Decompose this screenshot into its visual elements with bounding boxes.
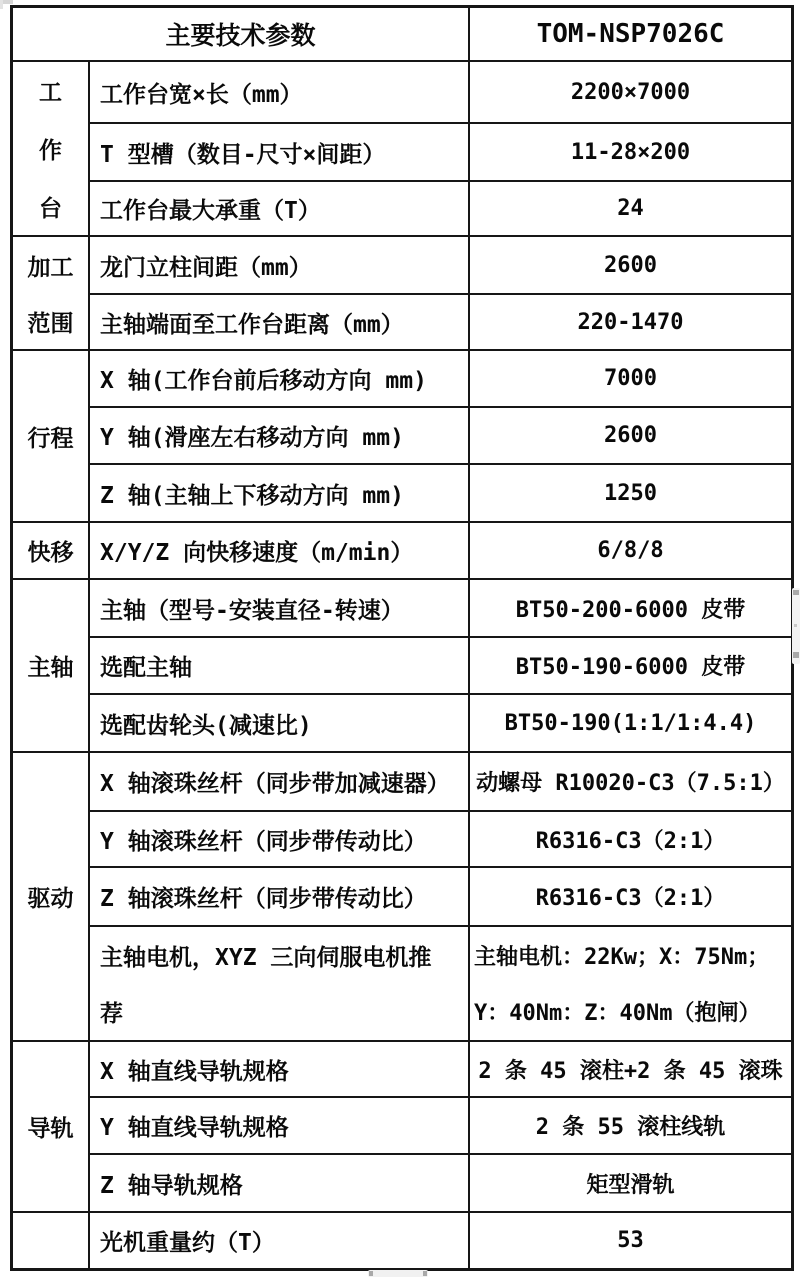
horizontal-scrollbar-tick-left[interactable] [369,1271,373,1276]
value-cell: BT50-190-6000 皮带 [470,638,791,693]
value-cell: 2600 [470,237,791,293]
param-cell: Z 轴(主轴上下移动方向 mm) [90,465,468,521]
param-cell: 选配主轴 [90,638,468,693]
value-cell: 动螺母 R10020-C3（7.5:1） [470,753,791,810]
horizontal-scrollbar-track[interactable] [368,1270,428,1277]
value-cell: 2200×7000 [470,62,791,122]
param-cell: 工作台最大承重（T） [90,182,468,235]
param-cell: 选配齿轮头(减速比) [90,695,468,751]
vertical-scrollbar-tick-top[interactable] [793,590,799,595]
value-cell: R6316-C3（2:1） [470,868,791,925]
param-cell: X 轴滚珠丝杆（同步带加减速器） [90,753,468,810]
group-label-char: 作 [39,137,62,164]
param-cell: Y 轴滚珠丝杆（同步带传动比） [90,812,468,866]
group-cell-worktable [13,62,88,235]
param-cell: Y 轴直线导轨规格 [90,1098,468,1153]
value-cell: R6316-C3（2:1） [470,812,791,866]
group-label-line: 范围 [27,310,74,337]
model-number: TOM-NSP7026C [470,8,791,60]
value-cell: 6/8/8 [470,523,791,578]
param-cell: X 轴(工作台前后移动方向 mm) [90,351,468,406]
value-cell: 53 [470,1213,791,1268]
table-title: 主要技术参数 [13,8,468,60]
value-cell-motor [470,927,791,1040]
horizontal-scrollbar-tick-right[interactable] [423,1271,427,1276]
value-line: 主轴电机：22Kw；X：75Nm； [474,944,770,970]
value-line: Y：40Nm：Z：40Nm（抱闸） [474,1001,761,1027]
param-cell: X 轴直线导轨规格 [90,1042,468,1096]
value-cell: BT50-200-6000 皮带 [470,580,791,636]
param-cell: Y 轴(滑座左右移动方向 mm) [90,408,468,463]
param-line: 荐 [100,1001,123,1028]
value-cell: 1250 [470,465,791,521]
value-cell: 2 条 45 滚柱+2 条 45 滚珠 [470,1042,791,1096]
group-cell-empty [13,1213,88,1268]
value-cell: 2 条 55 滚柱线轨 [470,1098,791,1153]
group-label-char: 台 [39,195,62,222]
param-cell: 光机重量约（T） [90,1213,468,1268]
spec-table [10,5,794,1271]
param-cell: T 型槽（数目-尺寸×间距） [90,124,468,180]
group-label-line: 加工 [27,254,74,281]
value-cell: 24 [470,182,791,235]
value-cell: 220-1470 [470,295,791,349]
group-cell-rapid-traverse: 快移 [13,523,88,578]
param-line: 主轴电机，XYZ 三向伺服电机推 [100,944,432,971]
group-cell-drive: 驱动 [13,753,88,1040]
scan-artifact-top-left-edge [0,0,3,9]
group-cell-guideway: 导轨 [13,1042,88,1211]
group-label-char: 工 [39,80,62,107]
param-cell: 工作台宽×长（mm） [90,62,468,122]
group-cell-spindle: 主轴 [13,580,88,751]
param-cell: X/Y/Z 向快移速度（m/min） [90,523,468,578]
vertical-scrollbar-tick-bottom[interactable] [793,652,799,658]
param-cell: Z 轴滚珠丝杆（同步带传动比） [90,868,468,925]
value-cell: 7000 [470,351,791,406]
value-cell: 矩型滑轨 [470,1155,791,1211]
vertical-scrollbar-dot [794,624,797,627]
value-cell: BT50-190(1:1/1:4.4) [470,695,791,751]
param-cell-motor [90,927,468,1040]
param-cell: 主轴（型号-安装直径-转速） [90,580,468,636]
param-cell: 主轴端面至工作台距离（mm） [90,295,468,349]
group-cell-travel: 行程 [13,351,88,521]
value-cell: 2600 [470,408,791,463]
group-cell-machining-range [13,237,88,349]
param-cell: Z 轴导轨规格 [90,1155,468,1211]
param-cell: 龙门立柱间距（mm） [90,237,468,293]
value-cell: 11-28×200 [470,124,791,180]
